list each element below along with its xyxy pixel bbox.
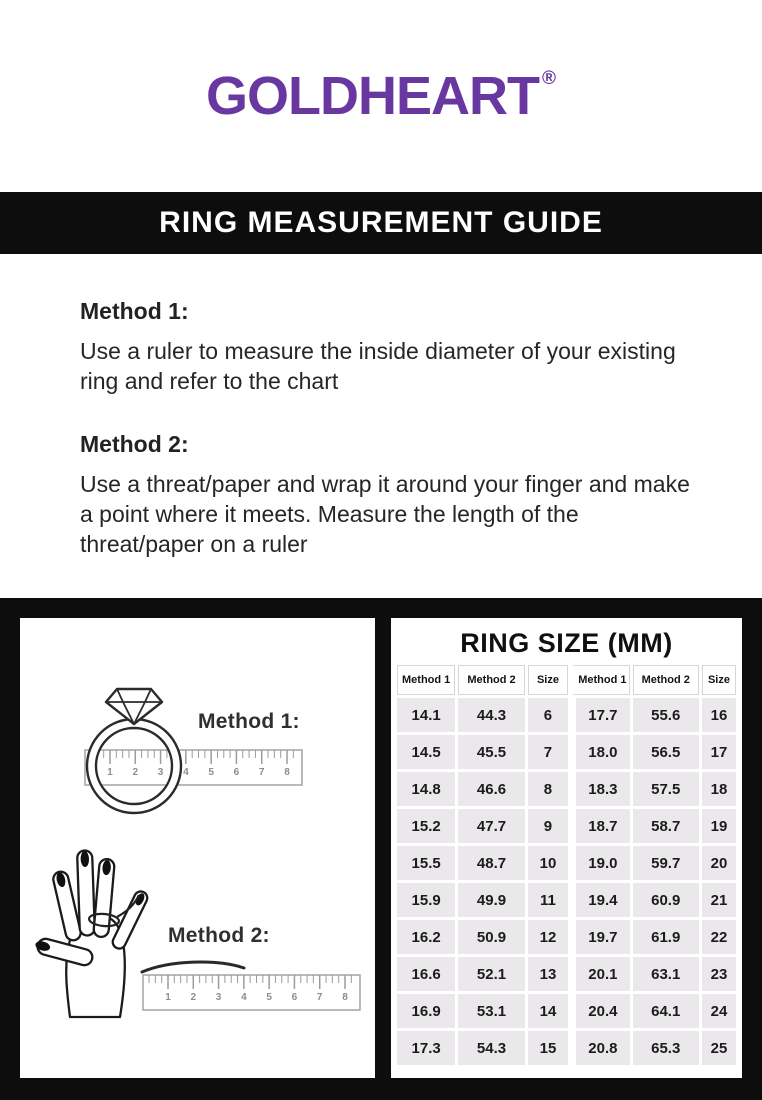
ruler-method2 <box>143 975 360 1010</box>
table-cell: 57.5 <box>633 772 699 806</box>
table-cell: 17 <box>702 735 736 769</box>
table-cell: 22 <box>702 920 736 954</box>
table-cell: 65.3 <box>633 1031 699 1065</box>
table-cell: 21 <box>702 883 736 917</box>
table-cell: 20 <box>702 846 736 880</box>
table-cell: 11 <box>528 883 569 917</box>
table-cell: 60.9 <box>633 883 699 917</box>
method-1-heading: Method 1: <box>80 298 189 324</box>
table-row <box>397 920 736 954</box>
table-cell: 44.3 <box>458 698 524 732</box>
size-chart-panel <box>391 618 742 1078</box>
table-cell: 50.9 <box>458 920 524 954</box>
table-cell: 13 <box>528 957 569 991</box>
table-cell: 10 <box>528 846 569 880</box>
ruler-number: 6 <box>233 767 240 778</box>
logo-text: GOLDHEART <box>206 66 539 126</box>
method-2-heading: Method 2: <box>80 430 189 457</box>
table-row <box>397 698 736 732</box>
registered-mark-icon: ® <box>541 68 556 89</box>
size-table <box>394 662 739 1068</box>
measurement-section <box>0 598 762 1100</box>
ruler-number: 1 <box>107 767 113 778</box>
method-2-illustration-label: Method 2: <box>168 924 270 947</box>
table-cell: 8 <box>528 772 569 806</box>
table-cell: 15.2 <box>397 809 455 843</box>
column-header: Method 2 <box>633 665 699 695</box>
table-cell: 14.1 <box>397 698 455 732</box>
ruler-number: 1 <box>165 992 171 1003</box>
ruler-number: 7 <box>258 767 265 778</box>
table-cell: 14.8 <box>397 772 455 806</box>
table-cell: 58.7 <box>633 809 699 843</box>
table-cell: 63.1 <box>633 957 699 991</box>
ruler-number: 8 <box>284 767 290 778</box>
column-header: Method 1 <box>571 665 629 695</box>
instructions-section <box>0 254 762 559</box>
ruler-number: 7 <box>316 992 323 1003</box>
table-cell: 16.2 <box>397 920 455 954</box>
size-chart-title: RING SIZE (MM) <box>460 628 673 658</box>
table-cell: 19.7 <box>571 920 629 954</box>
table-cell: 20.1 <box>571 957 629 991</box>
column-header: Method 1 <box>397 665 455 695</box>
ruler-number: 3 <box>157 767 164 778</box>
table-row <box>397 1031 736 1065</box>
table-cell: 16 <box>702 698 736 732</box>
column-header: Method 2 <box>458 665 524 695</box>
table-cell: 17.7 <box>571 698 629 732</box>
table-cell: 19.4 <box>571 883 629 917</box>
header-row <box>397 665 736 695</box>
table-cell: 48.7 <box>458 846 524 880</box>
table-row <box>397 772 736 806</box>
table-cell: 7 <box>528 735 569 769</box>
table-cell: 54.3 <box>458 1031 524 1065</box>
hand-illustration <box>34 850 149 1017</box>
illustration-canvas <box>20 618 375 1078</box>
table-cell: 52.1 <box>458 957 524 991</box>
table-cell: 47.7 <box>458 809 524 843</box>
ruler-number: 2 <box>190 992 197 1003</box>
table-cell: 49.9 <box>458 883 524 917</box>
ruler-number: 4 <box>241 992 247 1003</box>
table-cell: 55.6 <box>633 698 699 732</box>
table-cell: 14.5 <box>397 735 455 769</box>
method-1-instruction <box>80 298 702 397</box>
table-cell: 18.0 <box>571 735 629 769</box>
table-cell: 14 <box>528 994 569 1028</box>
table-cell: 18.3 <box>571 772 629 806</box>
table-cell: 6 <box>528 698 569 732</box>
table-cell: 17.3 <box>397 1031 455 1065</box>
table-cell: 24 <box>702 994 736 1028</box>
method-2-body: Use a threat/paper and wrap it around your finger and make a point where it meets. Measure the length of the threat/paper on a ruler <box>80 470 690 557</box>
table-cell: 12 <box>528 920 569 954</box>
column-header: Size <box>528 665 569 695</box>
table-cell: 45.5 <box>458 735 524 769</box>
table-cell: 53.1 <box>458 994 524 1028</box>
table-cell: 19 <box>702 809 736 843</box>
table-cell: 64.1 <box>633 994 699 1028</box>
title-banner <box>0 192 762 254</box>
table-cell: 16.6 <box>397 957 455 991</box>
table-cell: 15.5 <box>397 846 455 880</box>
diamond-icon <box>106 689 162 724</box>
brand-header <box>0 0 762 192</box>
ruler-number: 5 <box>208 767 214 778</box>
table-row <box>397 735 736 769</box>
table-row <box>397 883 736 917</box>
table-cell: 18 <box>702 772 736 806</box>
table-cell: 9 <box>528 809 569 843</box>
banner-title: RING MEASUREMENT GUIDE <box>159 206 603 239</box>
ruler-number: 2 <box>132 767 139 778</box>
column-header: Size <box>702 665 736 695</box>
table-row <box>397 994 736 1028</box>
table-cell: 19.0 <box>571 846 629 880</box>
ruler-number: 4 <box>183 767 189 778</box>
table-cell: 23 <box>702 957 736 991</box>
method-2-instruction <box>80 431 702 560</box>
illustration-panel <box>20 618 375 1078</box>
size-table-head <box>397 665 736 695</box>
table-row <box>397 846 736 880</box>
table-cell: 59.7 <box>633 846 699 880</box>
method-1-body: Use a ruler to measure the inside diameter of your existing ring and refer to the chart <box>80 338 676 394</box>
size-table-body <box>397 698 736 1065</box>
table-cell: 16.9 <box>397 994 455 1028</box>
table-cell: 20.4 <box>571 994 629 1028</box>
ruler-number: 5 <box>266 992 272 1003</box>
table-cell: 61.9 <box>633 920 699 954</box>
goldheart-logo <box>206 66 556 126</box>
table-cell: 56.5 <box>633 735 699 769</box>
table-cell: 18.7 <box>571 809 629 843</box>
table-cell: 15.9 <box>397 883 455 917</box>
table-cell: 25 <box>702 1031 736 1065</box>
table-cell: 20.8 <box>571 1031 629 1065</box>
thread-illustration <box>142 962 244 972</box>
table-cell: 15 <box>528 1031 569 1065</box>
ruler-number: 3 <box>215 992 222 1003</box>
table-row <box>397 957 736 991</box>
table-cell: 46.6 <box>458 772 524 806</box>
table-row <box>397 809 736 843</box>
ruler-method1 <box>85 750 302 785</box>
ruler-number: 8 <box>342 992 348 1003</box>
ruler-number: 6 <box>291 992 298 1003</box>
method-1-illustration-label: Method 1: <box>198 710 300 733</box>
